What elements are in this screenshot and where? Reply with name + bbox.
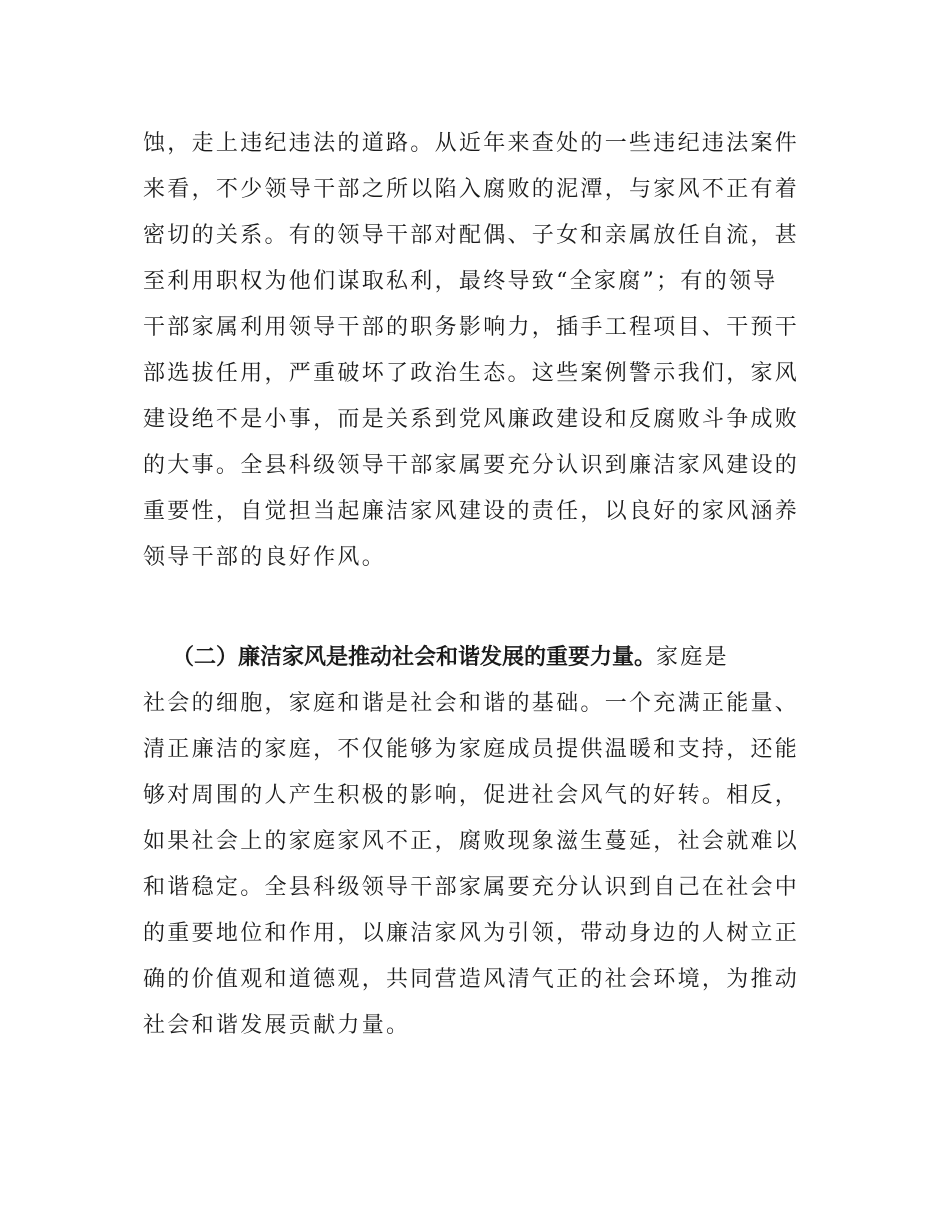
paragraph-2-line: 如果社会上的家庭家风不正，腐败现象滋生蔓延，社会就难以: [143, 829, 800, 854]
paragraph-2-line: 确的价值观和道德观，共同营造风清气正的社会环境，为推动: [143, 967, 800, 992]
section-heading: （二）廉洁家风是推动社会和谐发展的重要力量。: [172, 645, 657, 670]
paragraph-2-line: 够对周围的人产生积极的影响，促进社会风气的好转。相反，: [143, 783, 800, 808]
paragraph-1-line: 蚀，走上违纪违法的道路。从近年来查处的一些违纪违法案件: [143, 131, 800, 156]
paragraph-1-line: 部选拔任用，严重破坏了政治生态。这些案例警示我们，家风: [143, 361, 800, 386]
paragraph-1-line: 重要性，自觉担当起廉洁家风建设的责任，以良好的家风涵养: [143, 499, 800, 524]
paragraph-1-line: 密切的关系。有的领导干部对配偶、子女和亲属放任自流，甚: [143, 223, 800, 248]
paragraph-1-line: 至利用职权为他们谋取私利，最终导致“全家腐”；有的领导: [143, 269, 778, 294]
paragraph-2-first-line: [172, 638, 823, 678]
paragraph-1-line: 来看，不少领导干部之所以陷入腐败的泥潭，与家风不正有着: [143, 177, 800, 202]
paragraph-1-line: 建设绝不是小事，而是关系到党风廉政建设和反腐败斗争成败: [143, 407, 800, 432]
paragraph-2-line: 社会和谐发展贡献力量。: [143, 1013, 411, 1038]
paragraph-2-line: 的重要地位和作用，以廉洁家风为引领，带动身边的人树立正: [143, 921, 800, 946]
paragraph-1-line: 干部家属利用领导干部的职务影响力，插手工程项目、干预干: [143, 315, 800, 340]
paragraph-2-line: 和谐稳定。全县科级领导干部家属要充分认识到自己在社会中: [143, 875, 800, 900]
paragraph-2-line: 社会的细胞，家庭和谐是社会和谐的基础。一个充满正能量、: [143, 691, 800, 716]
paragraph-2-line: 清正廉洁的家庭，不仅能够为家庭成员提供温暖和支持，还能: [143, 737, 800, 762]
paragraph-2-first-line-text: 家庭是: [656, 645, 729, 670]
paragraph-1-line: 的大事。全县科级领导干部家属要充分认识到廉洁家风建设的: [143, 453, 800, 478]
paragraph-1-line: 领导干部的良好作风。: [143, 545, 387, 570]
